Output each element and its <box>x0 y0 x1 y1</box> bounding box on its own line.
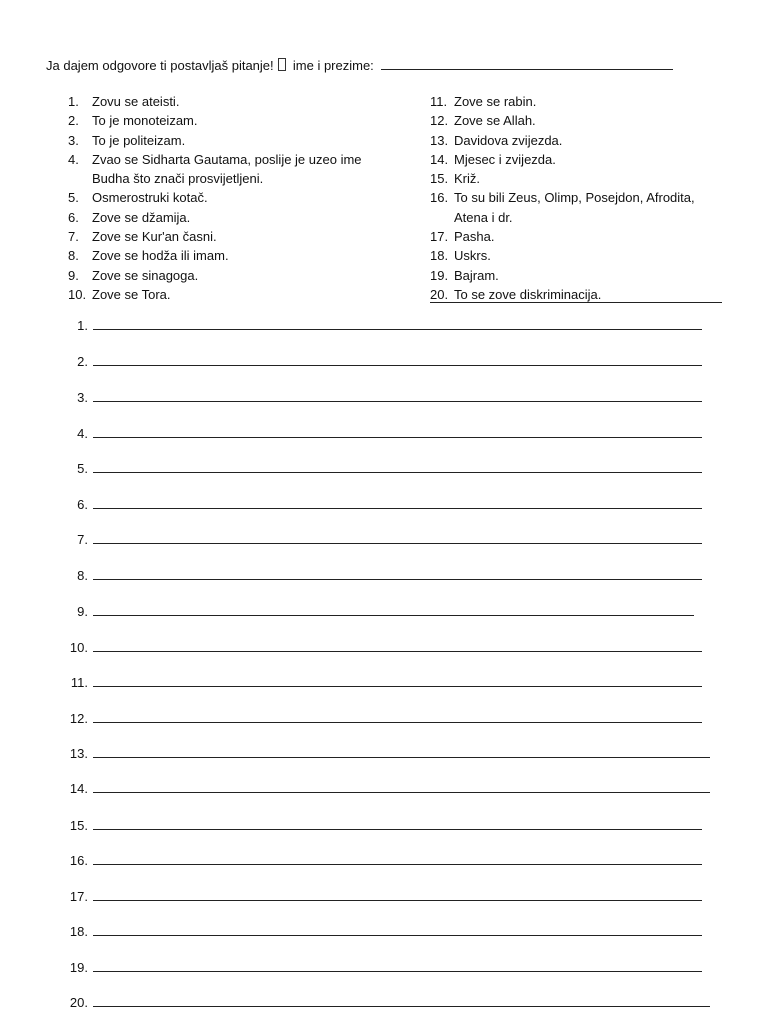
answer-number: 11. <box>70 675 88 690</box>
answer-blank-line[interactable] <box>93 472 702 473</box>
answer-number: 2. <box>77 354 88 369</box>
list-item: 7. Zove se Kur'an časni. <box>68 229 217 245</box>
answer-blank-line[interactable] <box>93 401 702 402</box>
answer-blank-line[interactable] <box>93 437 702 438</box>
answer-number: 1. <box>77 318 88 333</box>
list-item: 15. Križ. <box>430 171 480 187</box>
answer-row <box>62 924 722 938</box>
list-item: 13. Davidova zvijezda. <box>430 132 563 148</box>
list-item: 19. Bajram. <box>430 267 499 283</box>
list-item: 20. To se zove diskriminacija. <box>430 286 602 302</box>
divider-rule <box>430 302 722 303</box>
answer-row <box>62 461 722 475</box>
answer-blank-line[interactable] <box>93 1006 710 1007</box>
answer-number: 7. <box>77 532 88 547</box>
list-item: 3. To je politeizam. <box>68 132 186 148</box>
list-item: 1. Zovu se ateisti. <box>68 94 180 109</box>
answer-number: 13. <box>69 746 88 761</box>
answer-row <box>62 960 722 974</box>
answer-blank-line[interactable] <box>93 864 702 865</box>
header-instruction: Ja dajem odgovore ti postavljaš pitanje! <box>46 58 274 73</box>
answer-blank-line[interactable] <box>93 651 702 652</box>
answer-number: 14. <box>69 781 88 796</box>
answer-number: 4. <box>77 426 88 441</box>
answer-number: 10. <box>69 640 88 655</box>
answer-blank-line[interactable] <box>93 971 702 972</box>
answer-number: 18. <box>69 924 88 939</box>
answer-row <box>62 711 722 725</box>
answer-number: 19. <box>69 960 88 975</box>
answer-blank-line[interactable] <box>93 508 702 509</box>
answer-blank-line[interactable] <box>93 935 702 936</box>
answer-number: 5. <box>77 461 88 476</box>
list-item: 6. Zove se džamija. <box>68 209 191 225</box>
answer-number: 3. <box>77 390 88 405</box>
answer-row <box>62 675 722 689</box>
answer-number: 9. <box>77 604 88 619</box>
answer-blank-line[interactable] <box>93 543 702 544</box>
answer-row <box>62 995 722 1009</box>
list-item: 9. Zove se sinagoga. <box>68 267 199 283</box>
answer-row <box>62 889 722 903</box>
answer-blank-line[interactable] <box>93 579 702 580</box>
list-item: 10. Zove se Tora. <box>68 286 171 302</box>
list-item: 4. Zvao se Sidharta Gautama, poslije je uzeo ime Budha što znači prosvijetljeni. <box>68 151 362 187</box>
answer-row <box>62 640 722 654</box>
answer-row <box>62 853 722 867</box>
answer-number: 15. <box>69 818 88 833</box>
answer-number: 6. <box>77 497 88 512</box>
list-item: 17. Pasha. <box>430 229 495 245</box>
answer-row <box>62 354 722 368</box>
answer-row <box>62 426 722 440</box>
answer-row <box>62 318 722 332</box>
answer-row <box>62 818 722 832</box>
answer-blank-line[interactable] <box>93 329 702 330</box>
answer-blank-line[interactable] <box>93 829 702 830</box>
answer-number: 16. <box>69 853 88 868</box>
list-item: 16. To su bili Zeus, Olimp, Posejdon, Afrodita, Atena i dr. <box>430 190 695 225</box>
answer-number: 8. <box>77 568 88 583</box>
answer-number: 20. <box>69 995 88 1010</box>
list-item: 8. Zove se hodža ili imam. <box>68 248 229 264</box>
answer-row <box>62 497 722 511</box>
list-item: 5. Osmerostruki kotač. <box>68 190 208 206</box>
list-item: 14. Mjesec i zvijezda. <box>430 151 556 167</box>
answer-row <box>62 390 722 404</box>
answer-row <box>62 604 722 618</box>
worksheet-header <box>46 58 706 74</box>
list-item: 11. Zove se rabin. <box>430 94 537 109</box>
answer-blank-line[interactable] <box>93 792 710 793</box>
answer-blank-line[interactable] <box>93 900 702 901</box>
answer-row <box>62 568 722 582</box>
answer-number: 17. <box>69 889 88 904</box>
answer-row <box>62 532 722 546</box>
answer-blank-line[interactable] <box>93 615 694 616</box>
answer-number: 12. <box>69 711 88 726</box>
list-item: 2. To je monoteizam. <box>68 113 198 129</box>
name-label: ime i prezime: <box>292 58 374 73</box>
answer-blank-line[interactable] <box>93 365 702 366</box>
missing-glyph-icon <box>278 58 286 71</box>
list-item: 18. Uskrs. <box>430 248 491 264</box>
answers-list-left <box>68 92 368 304</box>
answer-blank-line[interactable] <box>93 686 702 687</box>
answer-row <box>62 746 722 760</box>
answer-row <box>62 781 722 795</box>
list-item: 12. Zove se Allah. <box>430 113 536 129</box>
answers-list-right <box>430 92 730 304</box>
answer-blank-line[interactable] <box>93 722 702 723</box>
answer-blank-line[interactable] <box>93 757 710 758</box>
name-blank-line[interactable] <box>381 59 673 70</box>
